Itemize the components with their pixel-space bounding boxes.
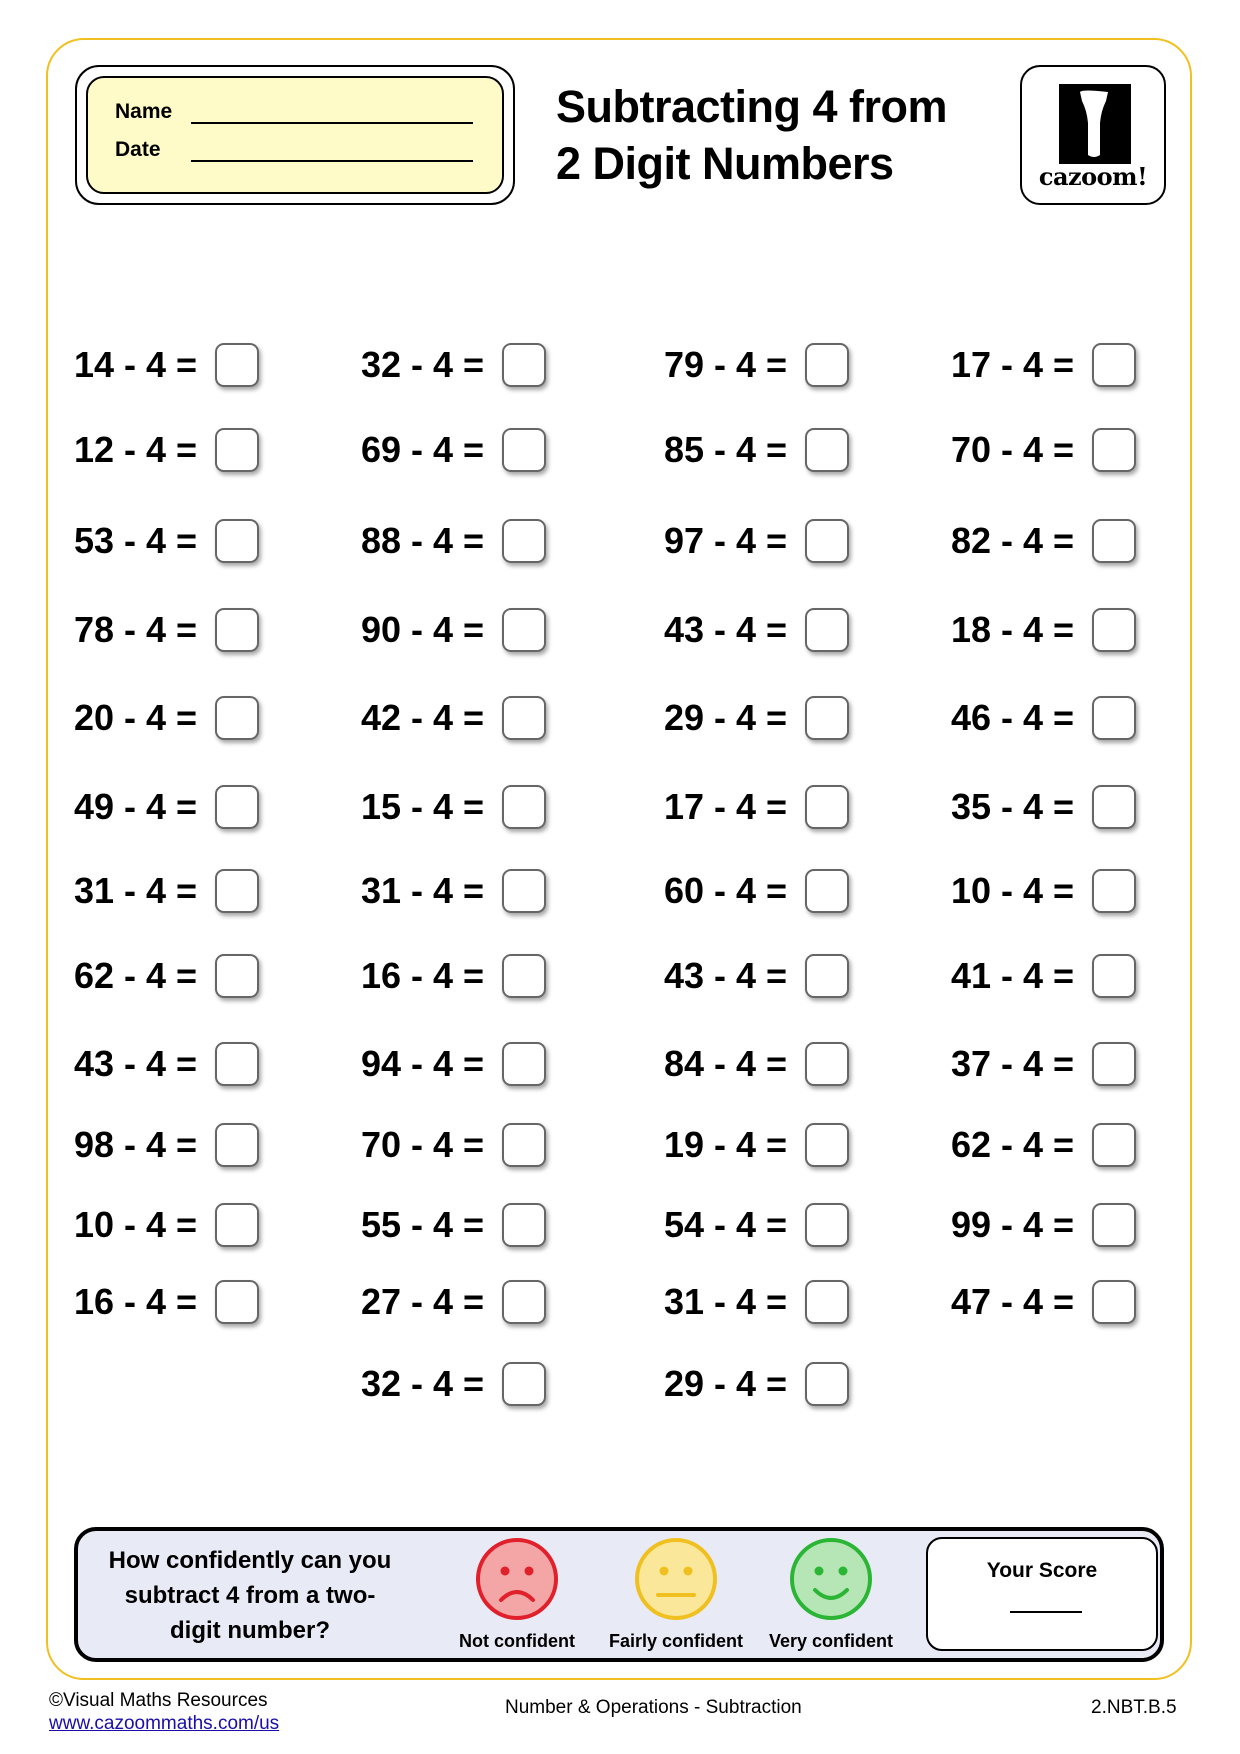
answer-box[interactable] [502, 343, 546, 387]
problem-item [951, 696, 1136, 740]
equation-text: 97 - 4 = [664, 520, 788, 561]
answer-box[interactable] [502, 1042, 546, 1086]
problem-item [361, 1123, 546, 1167]
answer-box[interactable] [1092, 785, 1136, 829]
answer-box[interactable] [805, 1203, 849, 1247]
answer-box[interactable] [502, 608, 546, 652]
problem-item [664, 1362, 849, 1406]
answer-box[interactable] [215, 1203, 259, 1247]
answer-box[interactable] [502, 954, 546, 998]
equation-text: 29 - 4 = [664, 697, 788, 738]
equation-text: 15 - 4 = [361, 786, 485, 827]
fairly-confident-label: Fairly confident [608, 1631, 743, 1651]
problem-item [74, 954, 259, 998]
equation-text: 32 - 4 = [361, 1363, 485, 1404]
answer-box[interactable] [502, 1280, 546, 1324]
answer-box[interactable] [215, 608, 259, 652]
answer-box[interactable] [1092, 343, 1136, 387]
logo-text: cazoom! [1038, 162, 1148, 191]
name-date-box [75, 65, 515, 205]
problem-item [664, 1203, 849, 1247]
equation-text: 16 - 4 = [74, 1281, 198, 1322]
answer-box[interactable] [502, 696, 546, 740]
equation-text: 43 - 4 = [74, 1043, 198, 1084]
answer-box[interactable] [215, 1042, 259, 1086]
answer-box[interactable] [1092, 608, 1136, 652]
equation-text: 79 - 4 = [664, 344, 788, 385]
problem-item [951, 954, 1136, 998]
answer-box[interactable] [502, 785, 546, 829]
equation-text: 14 - 4 = [74, 344, 198, 385]
sad-face-icon[interactable] [475, 1537, 559, 1621]
problem-item [74, 1203, 259, 1247]
answer-box[interactable] [1092, 1280, 1136, 1324]
answer-box[interactable] [502, 869, 546, 913]
problem-item [664, 954, 849, 998]
problem-item [361, 869, 546, 913]
answer-box[interactable] [1092, 428, 1136, 472]
answer-box[interactable] [215, 343, 259, 387]
standard-code: 2.NBT.B.5 [1091, 1697, 1177, 1718]
happy-face-icon[interactable] [789, 1537, 873, 1621]
equation-text: 31 - 4 = [664, 1281, 788, 1322]
date-line[interactable] [191, 140, 473, 162]
problem-item [664, 696, 849, 740]
problem-item [951, 519, 1136, 563]
equation-text: 31 - 4 = [361, 870, 485, 911]
score-label: Your Score [986, 1559, 1098, 1582]
equation-text: 62 - 4 = [951, 1124, 1075, 1165]
topic-text: Number & Operations - Subtraction [505, 1697, 802, 1718]
very-confident-label: Very confident [768, 1631, 894, 1651]
answer-box[interactable] [215, 696, 259, 740]
problem-item [951, 869, 1136, 913]
problem-item [74, 428, 259, 472]
score-line [1010, 1611, 1082, 1613]
problem-item [74, 1042, 259, 1086]
problem-item [951, 608, 1136, 652]
score-box[interactable] [926, 1537, 1158, 1651]
date-field-row [115, 138, 473, 162]
problem-item [664, 519, 849, 563]
answer-box[interactable] [805, 519, 849, 563]
problem-item [664, 1280, 849, 1324]
equation-text: 88 - 4 = [361, 520, 485, 561]
equation-text: 98 - 4 = [74, 1124, 198, 1165]
problem-item [664, 428, 849, 472]
problem-item [664, 785, 849, 829]
problem-item [664, 1123, 849, 1167]
answer-box[interactable] [502, 519, 546, 563]
answer-box[interactable] [215, 954, 259, 998]
equation-text: 55 - 4 = [361, 1204, 485, 1245]
equation-text: 78 - 4 = [74, 609, 198, 650]
problem-item [361, 1203, 546, 1247]
equation-text: 84 - 4 = [664, 1043, 788, 1084]
problem-item [664, 608, 849, 652]
equation-text: 29 - 4 = [664, 1363, 788, 1404]
problem-item [361, 954, 546, 998]
answer-box[interactable] [805, 869, 849, 913]
equation-text: 10 - 4 = [951, 870, 1075, 911]
problem-item [951, 428, 1136, 472]
equation-text: 35 - 4 = [951, 786, 1075, 827]
equation-text: 60 - 4 = [664, 870, 788, 911]
equation-text: 82 - 4 = [951, 520, 1075, 561]
equation-text: 90 - 4 = [361, 609, 485, 650]
problem-item [74, 1280, 259, 1324]
equation-text: 54 - 4 = [664, 1204, 788, 1245]
problem-item [951, 1203, 1136, 1247]
problem-item [361, 1280, 546, 1324]
problem-item [664, 1042, 849, 1086]
equation-text: 53 - 4 = [74, 520, 198, 561]
answer-box[interactable] [805, 696, 849, 740]
date-label: Date [115, 138, 161, 161]
equation-text: 42 - 4 = [361, 697, 485, 738]
answer-box[interactable] [502, 1123, 546, 1167]
problem-item [361, 428, 546, 472]
equation-text: 37 - 4 = [951, 1043, 1075, 1084]
problem-item [361, 343, 546, 387]
problem-item [74, 696, 259, 740]
equation-text: 17 - 4 = [951, 344, 1075, 385]
answer-box[interactable] [805, 1280, 849, 1324]
answer-box[interactable] [1092, 1203, 1136, 1247]
equation-text: 41 - 4 = [951, 955, 1075, 996]
equation-text: 99 - 4 = [951, 1204, 1075, 1245]
answer-box[interactable] [502, 1203, 546, 1247]
answer-box[interactable] [805, 343, 849, 387]
equation-text: 46 - 4 = [951, 697, 1075, 738]
equation-text: 62 - 4 = [74, 955, 198, 996]
equation-text: 32 - 4 = [361, 344, 485, 385]
answer-box[interactable] [1092, 519, 1136, 563]
problem-item [74, 785, 259, 829]
equation-text: 27 - 4 = [361, 1281, 485, 1322]
answer-box[interactable] [805, 1362, 849, 1406]
equation-text: 43 - 4 = [664, 609, 788, 650]
problem-item [361, 785, 546, 829]
answer-box[interactable] [215, 785, 259, 829]
equation-text: 69 - 4 = [361, 429, 485, 470]
page-title: Subtracting 4 from 2 Digit Numbers [556, 81, 948, 189]
equation-text: 18 - 4 = [951, 609, 1075, 650]
answer-box[interactable] [215, 428, 259, 472]
name-line[interactable] [191, 102, 473, 124]
answer-box[interactable] [502, 428, 546, 472]
answer-box[interactable] [805, 954, 849, 998]
equation-text: 31 - 4 = [74, 870, 198, 911]
problem-item [74, 343, 259, 387]
equation-text: 12 - 4 = [74, 429, 198, 470]
problem-item [74, 608, 259, 652]
answer-box[interactable] [215, 1123, 259, 1167]
problem-item [951, 785, 1136, 829]
website-link[interactable]: www.cazoommaths.com/us [49, 1713, 280, 1734]
answer-box[interactable] [215, 869, 259, 913]
problem-item [951, 343, 1136, 387]
answer-box[interactable] [1092, 1042, 1136, 1086]
equation-text: 70 - 4 = [951, 429, 1075, 470]
equation-text: 10 - 4 = [74, 1204, 198, 1245]
problem-item [361, 608, 546, 652]
equation-text: 85 - 4 = [664, 429, 788, 470]
confidence-question: How confidently can you subtract 4 from a two-digit number? [108, 1547, 392, 1644]
confidence-panel [74, 1527, 1164, 1662]
answer-box[interactable] [1092, 1123, 1136, 1167]
equation-text: 17 - 4 = [664, 786, 788, 827]
answer-box[interactable] [805, 785, 849, 829]
not-confident-label: Not confident [459, 1631, 575, 1651]
equation-text: 43 - 4 = [664, 955, 788, 996]
problem-item [664, 343, 849, 387]
answer-box[interactable] [215, 519, 259, 563]
problem-item [361, 1042, 546, 1086]
equation-text: 94 - 4 = [361, 1043, 485, 1084]
answer-box[interactable] [1092, 954, 1136, 998]
answer-box[interactable] [805, 608, 849, 652]
equation-text: 19 - 4 = [664, 1124, 788, 1165]
answer-box[interactable] [805, 428, 849, 472]
problem-item [951, 1123, 1136, 1167]
name-label: Name [115, 100, 173, 123]
answer-box[interactable] [1092, 869, 1136, 913]
answer-box[interactable] [805, 1042, 849, 1086]
problem-item [74, 869, 259, 913]
problem-item [951, 1280, 1136, 1324]
answer-box[interactable] [1092, 696, 1136, 740]
problem-item [951, 1042, 1136, 1086]
equation-text: 70 - 4 = [361, 1124, 485, 1165]
answer-box[interactable] [805, 1123, 849, 1167]
neutral-face-icon[interactable] [634, 1537, 718, 1621]
problem-item [361, 696, 546, 740]
djembe-drum-icon [1022, 67, 1168, 177]
equation-text: 49 - 4 = [74, 786, 198, 827]
problem-item [361, 519, 546, 563]
problem-item [664, 869, 849, 913]
problem-item [361, 1362, 546, 1406]
name-field-row [115, 100, 473, 124]
equation-text: 20 - 4 = [74, 697, 198, 738]
problem-item [74, 519, 259, 563]
equation-text: 16 - 4 = [361, 955, 485, 996]
footer-credits [49, 1689, 279, 1735]
equation-text: 47 - 4 = [951, 1281, 1075, 1322]
copyright-text: ©Visual Maths Resources [49, 1690, 268, 1711]
worksheet-border [46, 38, 1192, 1680]
answer-box[interactable] [215, 1280, 259, 1324]
cazoom-logo [1020, 65, 1166, 205]
answer-box[interactable] [502, 1362, 546, 1406]
problem-item [74, 1123, 259, 1167]
